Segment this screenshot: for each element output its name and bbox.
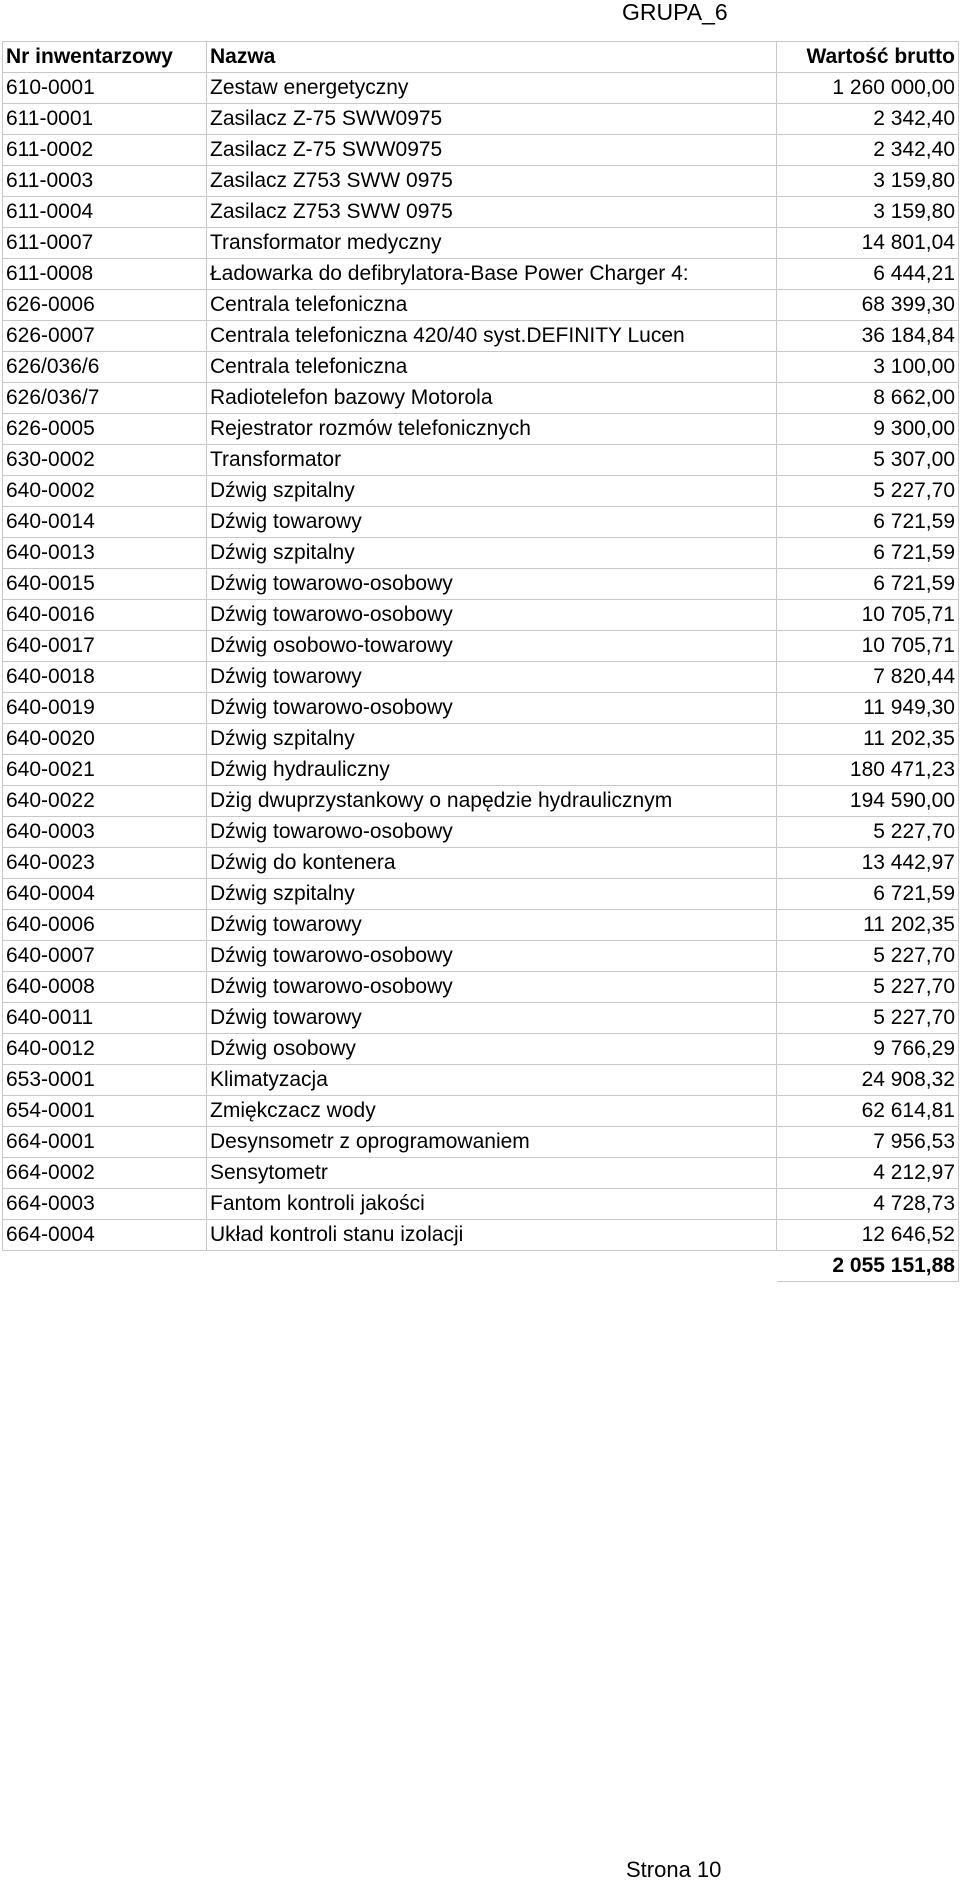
cell-gross-value: 13 442,97 (777, 848, 959, 879)
cell-inventory-number: 664-0004 (3, 1220, 207, 1251)
cell-item-name: Dźwig towarowo-osobowy (207, 693, 777, 724)
total-blank-cell (207, 1251, 777, 1282)
table-row (3, 352, 959, 383)
table-row (3, 104, 959, 135)
table-row (3, 476, 959, 507)
cell-item-name: Zasilacz Z753 SWW 0975 (207, 166, 777, 197)
table-row (3, 724, 959, 755)
cell-item-name: Dźwig towarowo-osobowy (207, 941, 777, 972)
table-row (3, 600, 959, 631)
total-blank-cell (3, 1251, 207, 1282)
table-row (3, 941, 959, 972)
table-row (3, 445, 959, 476)
cell-item-name: Transformator (207, 445, 777, 476)
cell-inventory-number: 640-0022 (3, 786, 207, 817)
cell-item-name: Ładowarka do defibrylatora-Base Power Charger 4: (207, 259, 777, 290)
cell-inventory-number: 610-0001 (3, 73, 207, 104)
cell-inventory-number: 626-0005 (3, 414, 207, 445)
table-row (3, 259, 959, 290)
cell-gross-value: 5 307,00 (777, 445, 959, 476)
cell-inventory-number: 654-0001 (3, 1096, 207, 1127)
cell-inventory-number: 664-0002 (3, 1158, 207, 1189)
cell-item-name: Sensytometr (207, 1158, 777, 1189)
cell-item-name: Desynsometr z oprogramowaniem (207, 1127, 777, 1158)
cell-inventory-number: 640-0013 (3, 538, 207, 569)
cell-inventory-number: 611-0007 (3, 228, 207, 259)
cell-inventory-number: 611-0004 (3, 197, 207, 228)
table-row (3, 290, 959, 321)
cell-item-name: Dźwig osobowy (207, 1034, 777, 1065)
cell-gross-value: 5 227,70 (777, 476, 959, 507)
table-row (3, 631, 959, 662)
table-row (3, 755, 959, 786)
cell-gross-value: 36 184,84 (777, 321, 959, 352)
cell-inventory-number: 640-0011 (3, 1003, 207, 1034)
cell-gross-value: 3 100,00 (777, 352, 959, 383)
cell-gross-value: 24 908,32 (777, 1065, 959, 1096)
cell-item-name: Fantom kontroli jakości (207, 1189, 777, 1220)
cell-gross-value: 6 721,59 (777, 569, 959, 600)
cell-gross-value: 9 766,29 (777, 1034, 959, 1065)
cell-gross-value: 2 342,40 (777, 135, 959, 166)
cell-inventory-number: 640-0002 (3, 476, 207, 507)
table-row (3, 817, 959, 848)
inventory-table (2, 41, 959, 1282)
cell-inventory-number: 640-0003 (3, 817, 207, 848)
cell-item-name: Transformator medyczny (207, 228, 777, 259)
table-body (3, 73, 959, 1282)
cell-inventory-number: 640-0004 (3, 879, 207, 910)
table-row (3, 1003, 959, 1034)
cell-gross-value: 14 801,04 (777, 228, 959, 259)
cell-item-name: Rejestrator rozmów telefonicznych (207, 414, 777, 445)
table-row (3, 1034, 959, 1065)
table-row (3, 73, 959, 104)
cell-item-name: Dźwig towarowy (207, 910, 777, 941)
cell-item-name: Dźwig szpitalny (207, 724, 777, 755)
cell-gross-value: 194 590,00 (777, 786, 959, 817)
cell-inventory-number: 664-0003 (3, 1189, 207, 1220)
cell-inventory-number: 640-0018 (3, 662, 207, 693)
sheet-title: GRUPA_6 (622, 0, 728, 25)
table-row (3, 786, 959, 817)
cell-gross-value: 4 212,97 (777, 1158, 959, 1189)
cell-gross-value: 6 721,59 (777, 879, 959, 910)
cell-inventory-number: 640-0023 (3, 848, 207, 879)
cell-item-name: Dżig dwuprzystankowy o napędzie hydraulicznym (207, 786, 777, 817)
cell-inventory-number: 640-0008 (3, 972, 207, 1003)
cell-gross-value: 8 662,00 (777, 383, 959, 414)
cell-item-name: Zasilacz Z753 SWW 0975 (207, 197, 777, 228)
table-row (3, 321, 959, 352)
cell-gross-value: 11 949,30 (777, 693, 959, 724)
cell-item-name: Zmiękczacz wody (207, 1096, 777, 1127)
cell-item-name: Klimatyzacja (207, 1065, 777, 1096)
cell-item-name: Układ kontroli stanu izolacji (207, 1220, 777, 1251)
cell-item-name: Zasilacz Z-75 SWW0975 (207, 104, 777, 135)
cell-item-name: Centrala telefoniczna (207, 352, 777, 383)
cell-item-name: Dźwig towarowo-osobowy (207, 600, 777, 631)
cell-item-name: Zasilacz Z-75 SWW0975 (207, 135, 777, 166)
table-row (3, 1158, 959, 1189)
cell-gross-value: 10 705,71 (777, 631, 959, 662)
cell-gross-value: 6 444,21 (777, 259, 959, 290)
cell-gross-value: 2 342,40 (777, 104, 959, 135)
cell-gross-value: 11 202,35 (777, 724, 959, 755)
cell-item-name: Dźwig hydrauliczny (207, 755, 777, 786)
cell-gross-value: 3 159,80 (777, 166, 959, 197)
column-header-name: Nazwa (207, 42, 777, 73)
cell-inventory-number: 611-0003 (3, 166, 207, 197)
cell-inventory-number: 640-0006 (3, 910, 207, 941)
cell-inventory-number: 626/036/7 (3, 383, 207, 414)
cell-gross-value: 7 820,44 (777, 662, 959, 693)
cell-item-name: Dźwig osobowo-towarowy (207, 631, 777, 662)
cell-item-name: Centrala telefoniczna (207, 290, 777, 321)
table-row (3, 910, 959, 941)
cell-inventory-number: 611-0008 (3, 259, 207, 290)
table-row (3, 1065, 959, 1096)
column-header-id: Nr inwentarzowy (3, 42, 207, 73)
cell-inventory-number: 640-0012 (3, 1034, 207, 1065)
cell-item-name: Dźwig towarowy (207, 662, 777, 693)
cell-inventory-number: 640-0007 (3, 941, 207, 972)
table-row (3, 135, 959, 166)
cell-item-name: Dźwig towarowy (207, 1003, 777, 1034)
table-row (3, 1127, 959, 1158)
column-header-value: Wartość brutto (777, 42, 959, 73)
cell-inventory-number: 626-0006 (3, 290, 207, 321)
cell-gross-value: 180 471,23 (777, 755, 959, 786)
cell-inventory-number: 611-0001 (3, 104, 207, 135)
cell-item-name: Dźwig towarowy (207, 507, 777, 538)
cell-item-name: Centrala telefoniczna 420/40 syst.DEFINITY Lucen (207, 321, 777, 352)
cell-inventory-number: 640-0015 (3, 569, 207, 600)
cell-item-name: Radiotelefon bazowy Motorola (207, 383, 777, 414)
cell-item-name: Dźwig towarowo-osobowy (207, 817, 777, 848)
cell-gross-value: 6 721,59 (777, 507, 959, 538)
cell-gross-value: 3 159,80 (777, 197, 959, 228)
page-number: Strona 10 (626, 1857, 722, 1882)
table-row (3, 662, 959, 693)
cell-gross-value: 68 399,30 (777, 290, 959, 321)
cell-gross-value: 7 956,53 (777, 1127, 959, 1158)
cell-item-name: Zestaw energetyczny (207, 73, 777, 104)
table-row (3, 414, 959, 445)
cell-inventory-number: 640-0021 (3, 755, 207, 786)
cell-inventory-number: 664-0001 (3, 1127, 207, 1158)
cell-inventory-number: 640-0016 (3, 600, 207, 631)
cell-gross-value: 5 227,70 (777, 972, 959, 1003)
cell-inventory-number: 630-0002 (3, 445, 207, 476)
table-row (3, 197, 959, 228)
cell-item-name: Dźwig towarowo-osobowy (207, 972, 777, 1003)
cell-gross-value: 4 728,73 (777, 1189, 959, 1220)
cell-gross-value: 6 721,59 (777, 538, 959, 569)
cell-gross-value: 5 227,70 (777, 1003, 959, 1034)
cell-gross-value: 5 227,70 (777, 941, 959, 972)
table-header-row (3, 42, 959, 73)
table-row (3, 879, 959, 910)
cell-item-name: Dźwig do kontenera (207, 848, 777, 879)
table-row (3, 693, 959, 724)
table-row (3, 1220, 959, 1251)
cell-inventory-number: 611-0002 (3, 135, 207, 166)
cell-gross-value: 5 227,70 (777, 817, 959, 848)
cell-inventory-number: 640-0017 (3, 631, 207, 662)
table-row (3, 507, 959, 538)
table-row (3, 848, 959, 879)
table-row (3, 383, 959, 414)
table-row (3, 569, 959, 600)
cell-gross-value: 62 614,81 (777, 1096, 959, 1127)
table-row (3, 166, 959, 197)
cell-inventory-number: 640-0019 (3, 693, 207, 724)
table-row (3, 1189, 959, 1220)
cell-gross-value: 12 646,52 (777, 1220, 959, 1251)
total-row (3, 1251, 959, 1282)
cell-inventory-number: 653-0001 (3, 1065, 207, 1096)
table-row (3, 972, 959, 1003)
table-row (3, 538, 959, 569)
cell-inventory-number: 626/036/6 (3, 352, 207, 383)
total-value: 2 055 151,88 (777, 1251, 959, 1282)
cell-inventory-number: 640-0020 (3, 724, 207, 755)
table-row (3, 228, 959, 259)
cell-gross-value: 9 300,00 (777, 414, 959, 445)
cell-item-name: Dźwig towarowo-osobowy (207, 569, 777, 600)
table-row (3, 1096, 959, 1127)
cell-item-name: Dźwig szpitalny (207, 879, 777, 910)
cell-gross-value: 11 202,35 (777, 910, 959, 941)
cell-inventory-number: 640-0014 (3, 507, 207, 538)
cell-item-name: Dźwig szpitalny (207, 476, 777, 507)
cell-gross-value: 10 705,71 (777, 600, 959, 631)
cell-inventory-number: 626-0007 (3, 321, 207, 352)
cell-gross-value: 1 260 000,00 (777, 73, 959, 104)
cell-item-name: Dźwig szpitalny (207, 538, 777, 569)
